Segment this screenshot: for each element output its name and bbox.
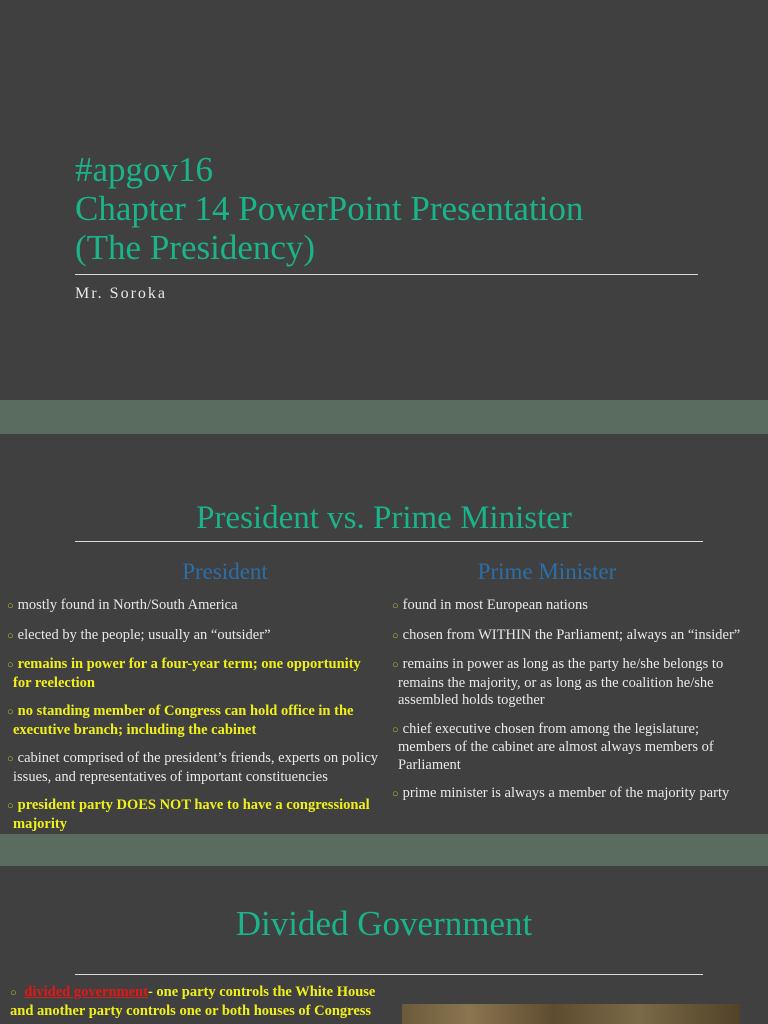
- list-item: ○ president party DOES NOT have to have a congressional majority: [7, 797, 370, 832]
- prime-minister-heading: Prime Minister: [477, 559, 617, 584]
- bullet-icon: ○: [392, 659, 399, 671]
- president-heading: President: [182, 559, 268, 584]
- list-item: ○ chief executive chosen from among the legislature; members of the cabinet are almost always members of Parliament: [392, 720, 714, 773]
- bullet-icon: ○: [7, 600, 14, 612]
- title-slide-heading: [75, 150, 715, 267]
- list-item: ○ elected by the people; usually an “outsider”: [7, 626, 271, 643]
- prime-minister-list: [392, 597, 754, 815]
- list-item: ○ remains in power for a four-year term; one opportunity for reelection: [7, 656, 361, 691]
- title-line-2: Chapter 14 PowerPoint Presentation: [75, 189, 584, 228]
- list-item: ○ chosen from WITHIN the Parliament; always an “insider”: [392, 626, 741, 643]
- bullet-icon: ○: [7, 706, 14, 718]
- author: Mr. Soroka: [75, 285, 167, 302]
- photo: [402, 1004, 740, 1024]
- list-item: ○ cabinet comprised of the president’s friends, experts on policy issues, and representatives of important constituencies: [7, 750, 379, 785]
- list-item: ○ found in most European nations: [392, 597, 588, 613]
- title-divider: [75, 274, 698, 275]
- list-item: ○ prime minister is always a member of the majority party: [392, 785, 730, 801]
- comparison-slide: [0, 434, 768, 834]
- title-line-1: #apgov16: [75, 150, 214, 189]
- bullet-icon: ○: [392, 600, 399, 612]
- bullet-icon: ○: [10, 987, 17, 999]
- definition-item: ○ divided government- one party controls the White House and another party controls one or both houses of Congress: [10, 984, 376, 1019]
- list-item: ○ remains in power as long as the party he/she belongs to remains the majority, or as long as the coalition he/she assembled holds together: [392, 656, 724, 708]
- bullet-icon: ○: [392, 723, 399, 736]
- bullet-icon: ○: [392, 629, 399, 642]
- title-slide: [0, 0, 768, 400]
- title-divider: [75, 541, 703, 542]
- bullet-icon: ○: [7, 753, 14, 765]
- divided-government-slide: [0, 866, 768, 1024]
- slide-title: Divided Government: [235, 904, 533, 943]
- slide-separator: [0, 834, 768, 866]
- bullet-icon: ○: [7, 659, 14, 671]
- bullet-icon: ○: [7, 800, 14, 812]
- president-list: [7, 597, 379, 834]
- slide-title: President vs. Prime Minister: [196, 500, 572, 536]
- term-link[interactable]: divided government: [24, 984, 148, 1000]
- bullet-icon: ○: [7, 629, 14, 642]
- title-line-3: (The Presidency): [75, 228, 316, 267]
- slide-separator: [0, 400, 768, 434]
- list-item: ○ no standing member of Congress can hold office in the executive branch; including the cabinet: [7, 703, 354, 738]
- title-divider: [75, 974, 703, 975]
- bullet-icon: ○: [392, 788, 399, 800]
- list-item: ○ mostly found in North/South America: [7, 597, 238, 613]
